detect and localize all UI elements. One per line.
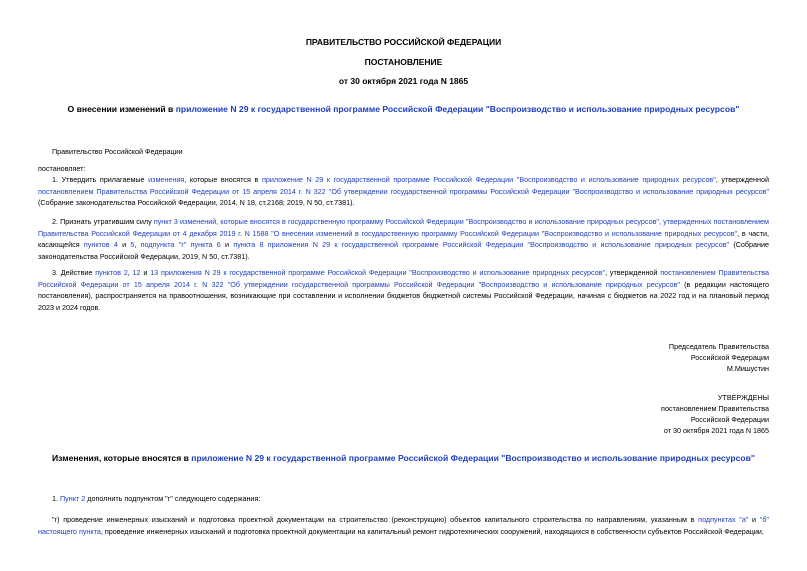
p2-text-5: и	[220, 240, 234, 249]
p2-point3-link[interactable]: пункт 3 изменений, которые вносятся в государственную программу Российской Федерации "Воспроизводство и использование природных ресурсов", утвержденных постановлением Правительства Российской Федерации от 4 декабря 2019 г. N 1588 "О внесении изменений в государственную программу Российской Федерации "Воспроизводство и использование природных ресурсов"	[38, 217, 769, 238]
p1-text-2: , которые вносятся в	[184, 175, 262, 184]
c1-text-2: дополнить подпунктом "г" следующего содержания:	[85, 494, 261, 503]
p2-point8-link[interactable]: пункта 8 приложения N 29 к государственной программе Российской Федерации "Воспроизводство и использование природных ресурсов"	[233, 240, 730, 249]
p2-text-6: (Собрание законодательства Российской Федерации, 2019, N 50, ст.7381).	[38, 240, 770, 261]
p3-resolution-link[interactable]: постановлением Правительства Российской Федерации от 15 апреля 2014 г. N 322 "Об утверждении государственной программы Российской Федерации "Воспроизводство и использование природных ресурсов"	[38, 268, 770, 289]
p1-text-4: (Собрание законодательства Российской Федерации, 2014, N 18, ст.2168; 2019, N 50, ст.7381).	[38, 198, 355, 207]
p3-point2-link[interactable]: пунктов 2	[95, 268, 128, 277]
p2-subpoint-link[interactable]: подпункта "г" пункта 6	[140, 240, 221, 249]
c2-text-1: "г) проведение инженерных изысканий и подготовка проектной документации на строительство (реконструкцию) объектов капитального строительства по направлениям, указанным в	[52, 515, 699, 524]
p3-point13-link[interactable]: 13 приложения N 29 к государственной программе Российской Федерации "Воспроизводство и использование природных ресурсов"	[150, 268, 606, 277]
changes-title	[0, 453, 807, 463]
p2-text-2: , в части, касающейся	[38, 228, 770, 249]
signature-name: М.Мишустин	[726, 364, 769, 373]
c2-text-3: , проведение инженерных изысканий и подготовка проектной документации на капитальный ремонт гидротехнических сооружений, находящихся в собственности субъектов Российской Федерации,	[100, 526, 764, 536]
p3-text-4: , утвержденной	[605, 268, 661, 277]
approval-line-1: УТВЕРЖДЕНЫ	[717, 393, 769, 402]
government-heading: ПРАВИТЕЛЬСТВО РОССИЙСКОЙ ФЕДЕРАЦИИ	[305, 37, 502, 47]
p2-point5-link[interactable]: 5	[130, 240, 135, 249]
c2-subpoint-b-link[interactable]: "б" настоящего пункта	[38, 515, 769, 536]
approval-block	[661, 392, 769, 436]
document-title	[0, 104, 807, 114]
p2-text-4: ,	[134, 240, 141, 249]
approval-line-4: от 30 октября 2021 года N 1865	[663, 426, 769, 435]
p3-text-1: 3. Действие	[52, 268, 96, 277]
p1-text-3: , утвержденной	[715, 175, 769, 184]
title-prefix: О внесении изменений в	[67, 104, 176, 114]
change-item-1	[52, 493, 769, 505]
paragraph-2	[38, 216, 769, 262]
change-item-2	[38, 514, 769, 537]
c1-point2-link[interactable]: Пункт 2	[60, 494, 86, 503]
p1-resolution-link[interactable]: постановлением Правительства Российской Федерации от 15 апреля 2014 г. N 322 "Об утверждении государственной программы Российской Федерации "Воспроизводство и использование природных ресурсов"	[38, 186, 769, 196]
p1-changes-link[interactable]: изменения	[148, 175, 185, 184]
approval-line-3: Российской Федерации	[690, 415, 769, 424]
p2-point4-link[interactable]: пунктов 4	[83, 240, 118, 249]
p2-text-1: 2. Признать утратившим силу	[52, 217, 154, 226]
p3-text-3: и	[140, 268, 151, 277]
p3-point12-link[interactable]: 12	[132, 268, 141, 277]
p1-appendix-link[interactable]: приложение N 29 к государственной программе Российской Федерации "Воспроизводство и использование природных ресурсов"	[261, 175, 716, 184]
intro-decides: постановляет:	[38, 164, 86, 173]
document-type-heading: ПОСТАНОВЛЕНИЕ	[364, 57, 443, 67]
approval-line-2: постановлением Правительства	[661, 404, 769, 413]
p1-text-1: 1. Утвердить прилагаемые	[52, 175, 149, 184]
paragraph-3	[38, 267, 769, 313]
signature-line-1: Председатель Правительства	[668, 342, 769, 351]
title-appendix-link[interactable]: приложение N 29 к государственной программе Российской Федерации "Воспроизводство и использование природных ресурсов"	[175, 104, 740, 114]
c2-subpoint-a-link[interactable]: подпунктах "а"	[698, 515, 749, 524]
p2-text-3: и	[117, 240, 131, 249]
signature-block	[669, 341, 769, 374]
intro-government: Правительство Российской Федерации	[52, 147, 183, 156]
signature-line-2: Российской Федерации	[690, 353, 769, 362]
changes-title-link[interactable]: приложение N 29 к государственной программе Российской Федерации "Воспроизводство и использование природных ресурсов"	[191, 453, 755, 463]
p3-text-5: (в редакции настоящего постановления), распространяется на правоотношения, возникающие при составлении и исполнении бюджетов бюджетной системы Российской Федерации, начиная с бюджетов на 2022 год и на плановый период 2023 и 2024 годов.	[38, 279, 769, 312]
c2-text-2: и	[748, 515, 760, 524]
p3-text-2: ,	[127, 268, 133, 277]
paragraph-1	[38, 174, 769, 209]
date-number-heading: от 30 октября 2021 года N 1865	[338, 76, 469, 86]
c1-text-1: 1.	[52, 494, 60, 503]
changes-title-prefix: Изменения, которые вносятся в	[52, 453, 192, 463]
